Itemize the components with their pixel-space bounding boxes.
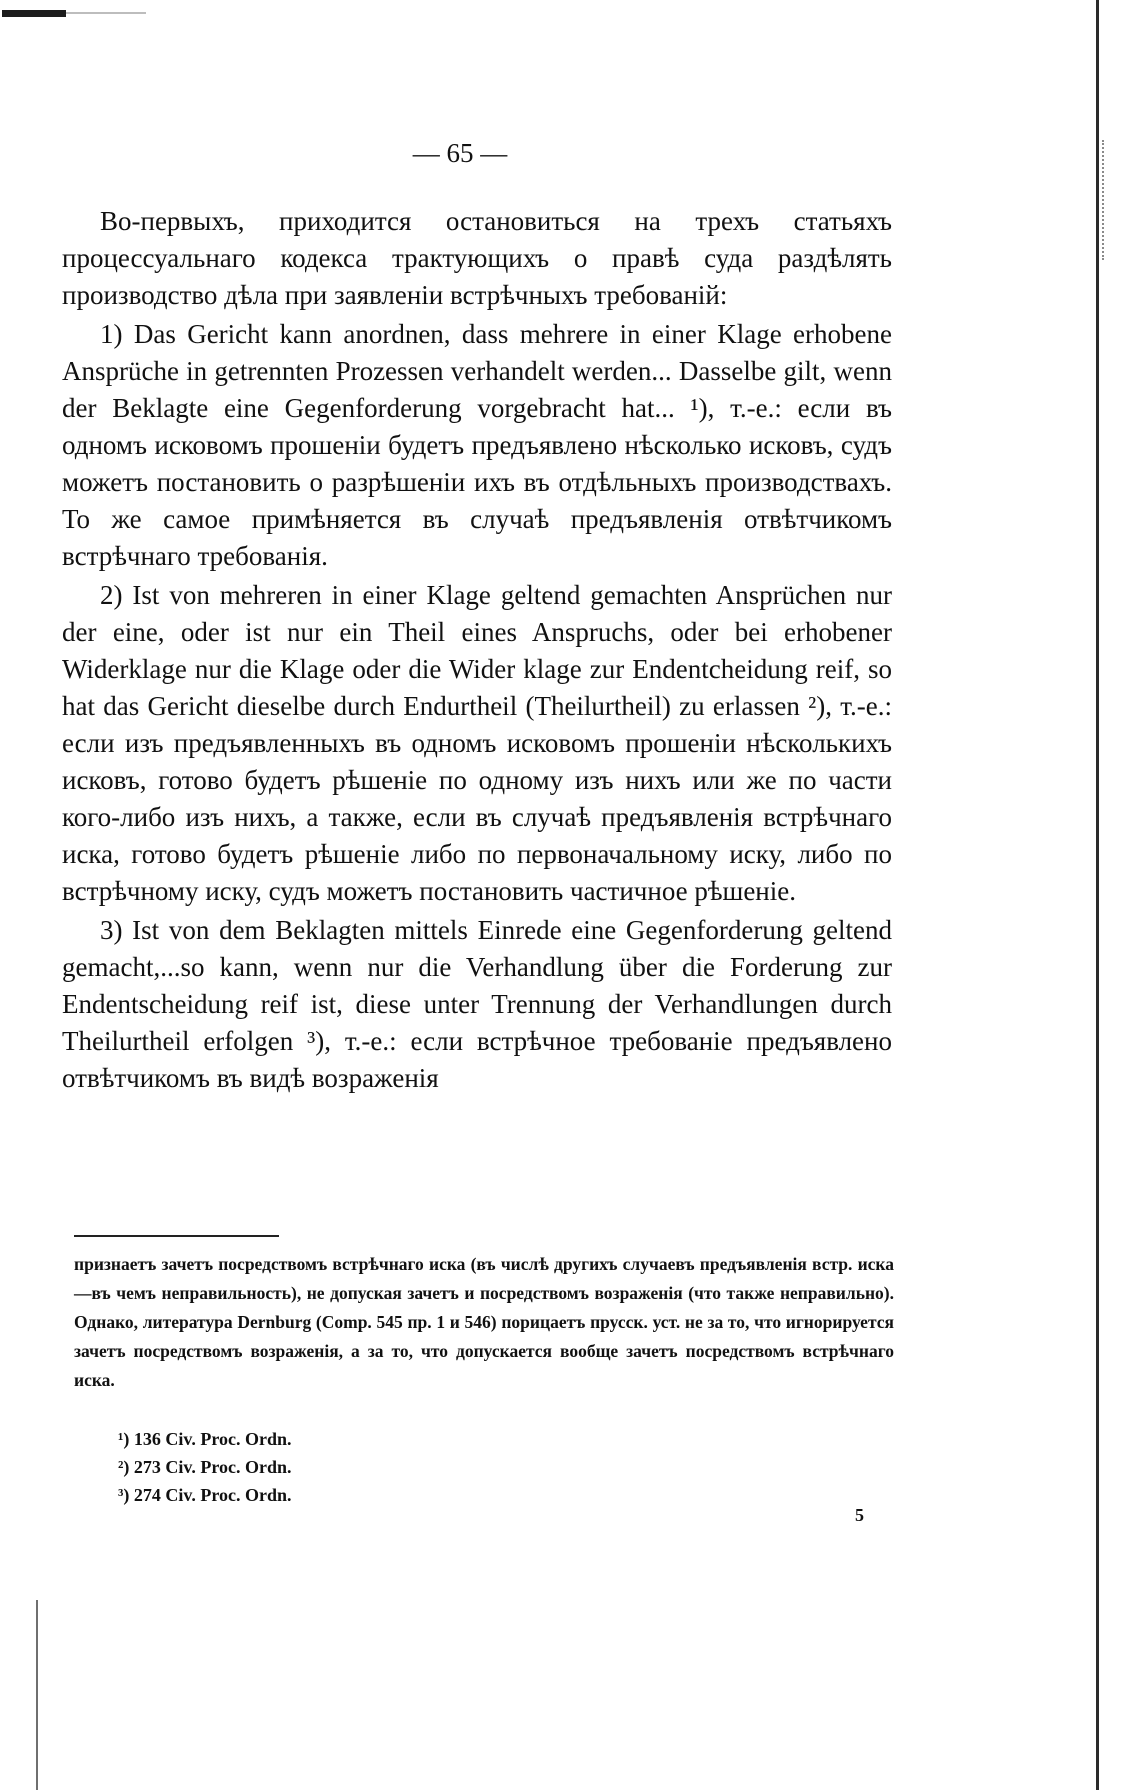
footnote-1: ¹) 136 Civ. Proc. Ordn. xyxy=(118,1429,292,1449)
signature-mark: 5 xyxy=(855,1505,864,1525)
paragraph-1: 1) Das Gericht kann anordnen, dass mehrere in einer Klage erhobene Ansprüche in getrennten Prozessen verhandelt werden... Dasselbe gilt, wenn der Beklagte eine Gegenforderung vorgebracht hat... ¹), т.-е.: если въ одномъ исковомъ прошеніи будетъ предъявлено нѣсколько исковъ, судъ можетъ постановить о разрѣшеніи ихъ въ отдѣльныхъ производствахъ. То же самое примѣняется въ случаѣ предъявленія отвѣтчикомъ встрѣчнаго требованія. xyxy=(62,319,892,571)
paragraph-2: 2) Ist von mehreren in einer Klage geltend gemachten Ansprüchen nur der eine, oder ist nur ein Theil eines Anspruchs, oder bei erhobener Widerklage nur die Klage oder die Wider klage zur Endentcheidung reif, so hat das Gericht dieselbe durch Endurtheil (Theilurtheil) zu erlassen ²), т.-е.: если изъ предъявленныхъ въ одномъ исковомъ прошеніи нѣсколькихъ исковъ, готово будетъ рѣшеніе по одному изъ нихъ или же по части кого-либо изъ нихъ, а также, если въ случаѣ предъявленія встрѣчнаго иска, готово будетъ рѣшеніе либо по первоначальному иску, либо по встрѣчному иску, судъ можетъ постановить частичное рѣшеніе. xyxy=(62,580,892,906)
footnote-continuation: признаетъ зачетъ посредствомъ встрѣчнаго иска (въ числѣ другихъ случаевъ предъявленія встр. иска—въ чемъ неправильность), не допуская зачетъ и посредствомъ возраженія (что также неправильно). Однако, литература Dernburg (Comp. 545 пр. 1 и 546) порицаетъ прусск. уст. не за то, что игнорируется зачетъ посредствомъ возраженія, а за то, что допускается вообще зачетъ посредствомъ встрѣчнаго иска. xyxy=(74,1254,894,1390)
footnote-2: ²) 273 Civ. Proc. Ordn. xyxy=(118,1457,292,1477)
footnote-3: ³) 274 Civ. Proc. Ordn. xyxy=(118,1485,292,1505)
scan-mark-fade xyxy=(66,12,146,14)
page-edge-dots xyxy=(1102,140,1106,260)
page-edge-left xyxy=(36,1600,38,1790)
paragraph-3: 3) Ist von dem Beklagten mittels Einrede eine Gegenforderung geltend gemacht,...so kann, wenn nur die Verhandlung über die Forderung zur Endentscheidung reif ist, diese unter Trennung der Verhandlungen durch Theilurtheil erfolgen ³), т.-е.: если встрѣчное требованіе предъявлено отвѣтчикомъ въ видѣ возраженія xyxy=(62,915,892,1093)
page-edge-right xyxy=(1096,0,1099,1790)
footnote-list xyxy=(118,1425,292,1509)
body-text xyxy=(62,203,892,1099)
scan-mark xyxy=(2,10,66,17)
paragraph-intro: Во-первыхъ, приходится остановиться на трехъ статьяхъ процессуальнаго кодекса трактующихъ о правѣ суда раздѣлять производство дѣла при заявленіи встрѣчныхъ требованій: xyxy=(62,206,892,310)
footnote-separator xyxy=(74,1235,279,1237)
page-number: — 65 — xyxy=(412,138,508,168)
